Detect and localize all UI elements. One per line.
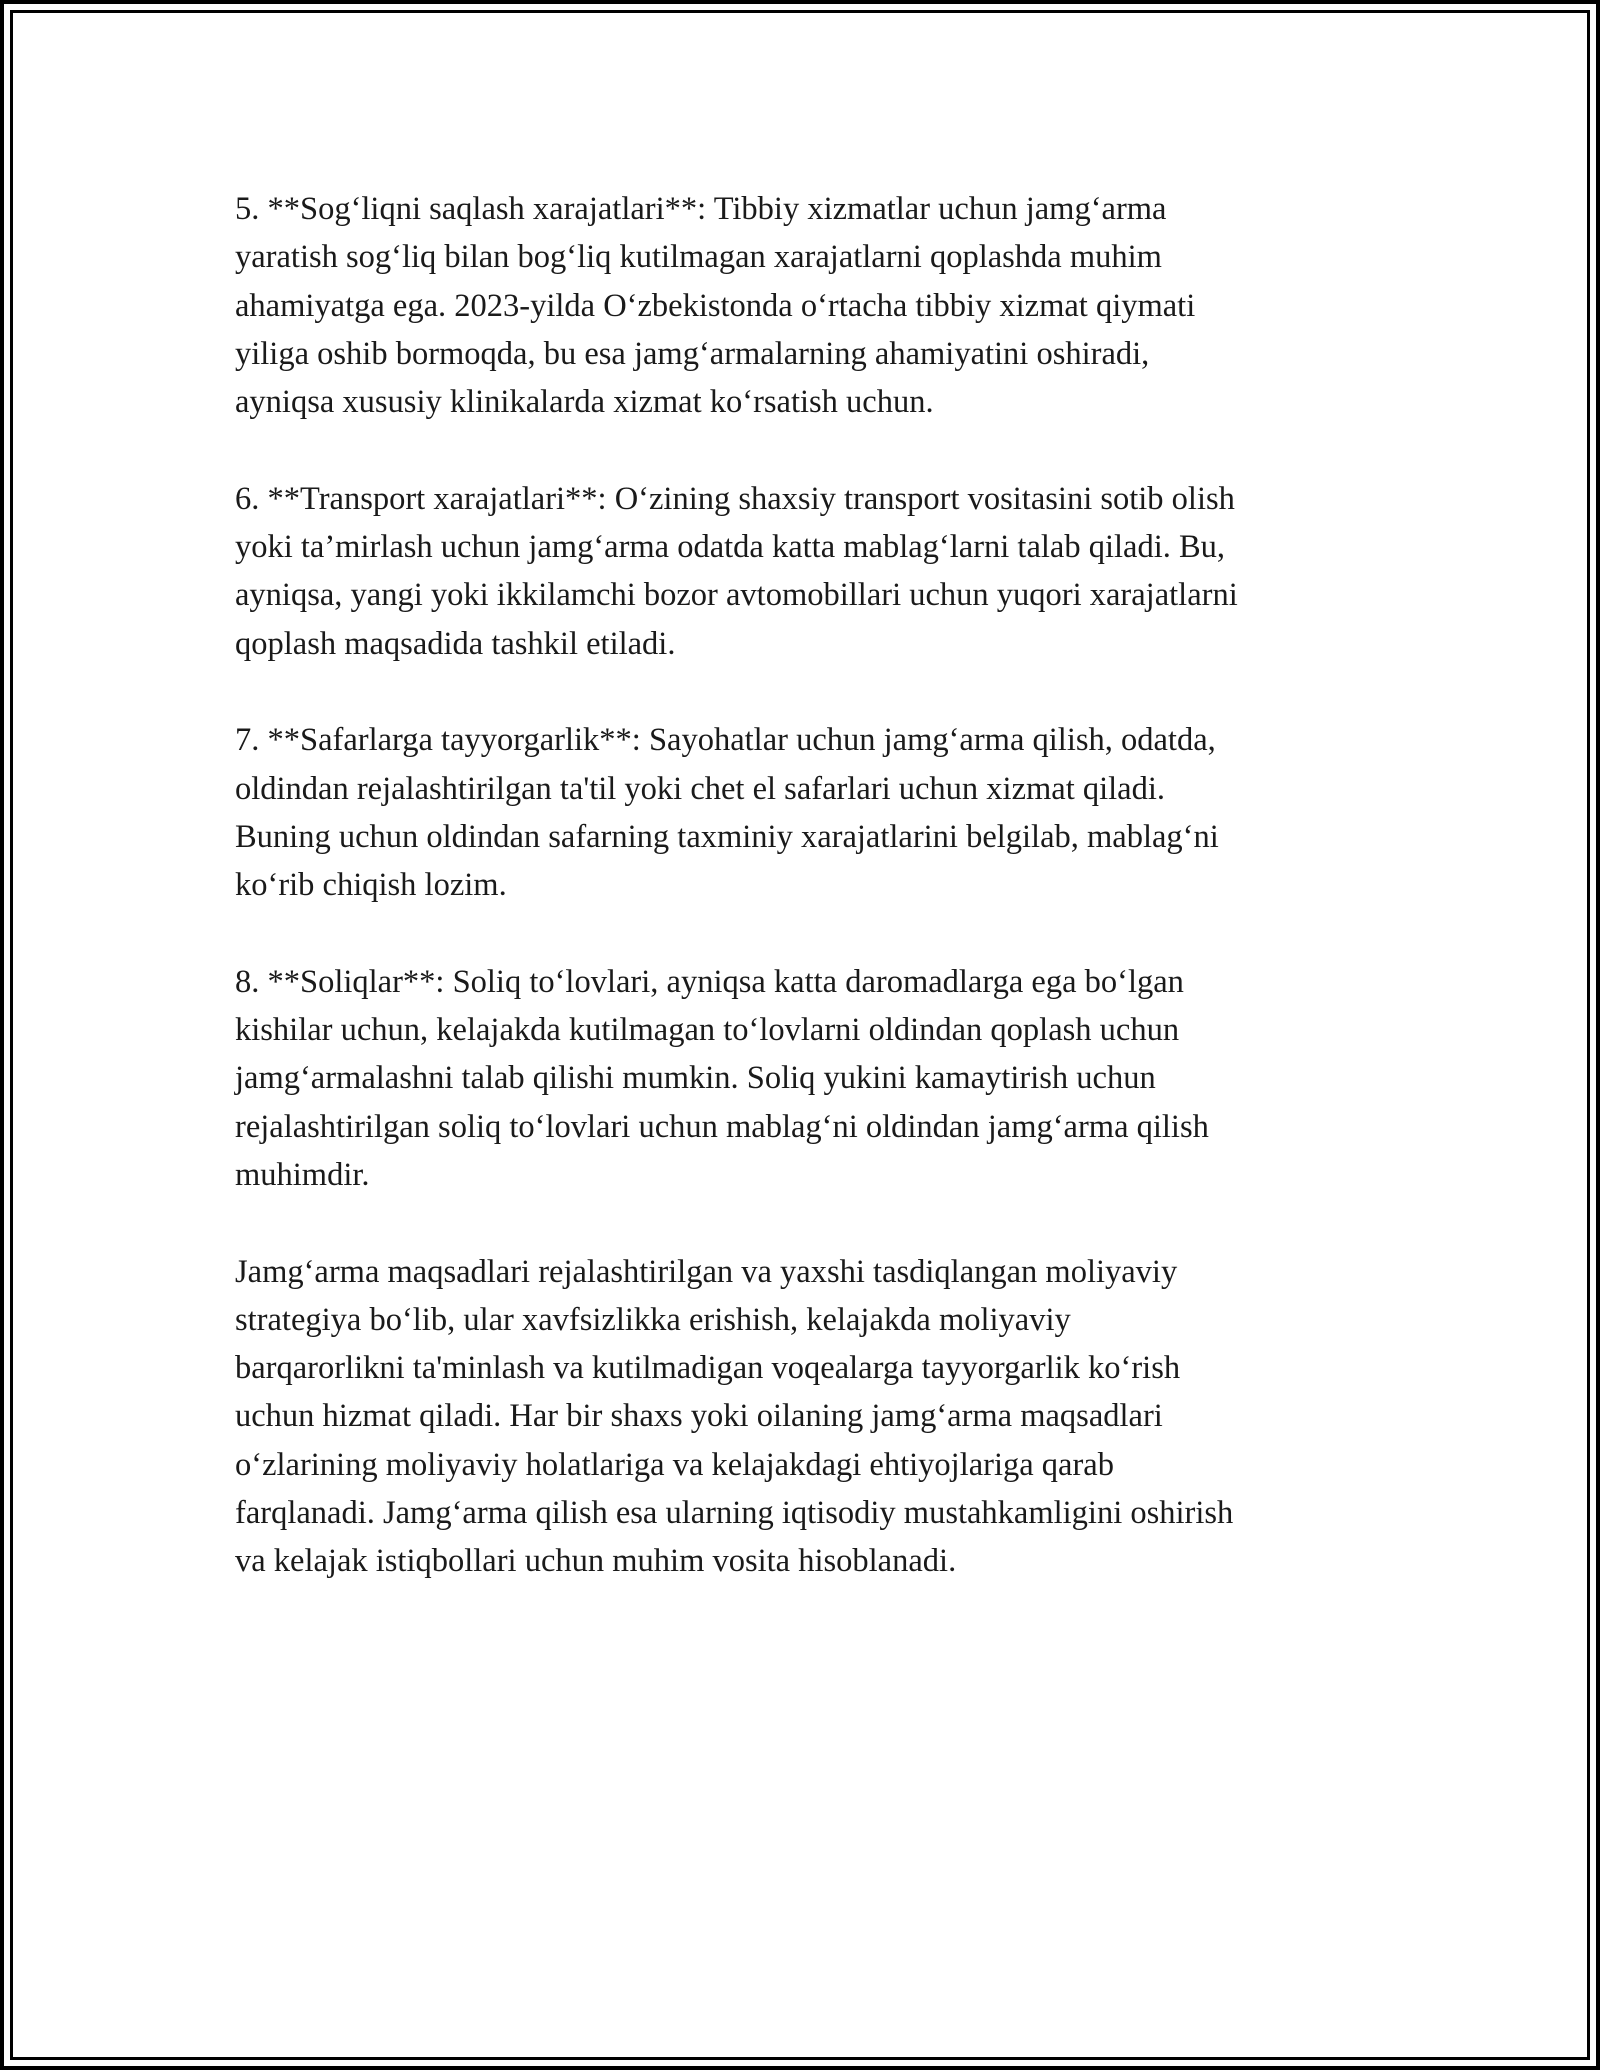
text-line: ko‘rib chiqish lozim.	[235, 867, 507, 904]
text-line: muhimdir.	[235, 1156, 370, 1193]
text-line: rejalashtirilgan soliq to‘lovlari uchun mablag‘ni oldindan jamg‘arma qilish	[235, 1108, 1209, 1145]
text-line: farqlanadi. Jamg‘arma qilish esa ularning iqtisodiy mustahkamligini oshirish	[235, 1495, 1234, 1532]
text-line: 8. **Soliqlar**: Soliq to‘lovlari, ayniqsa katta daromadlarga ega bo‘lgan	[235, 963, 1184, 1000]
paragraph-taxes	[235, 958, 1375, 1199]
text-line: kishilar uchun, kelajakda kutilmagan to‘lovlarni oldindan qoplash uchun	[235, 1012, 1180, 1049]
text-line: o‘zlarining moliyaviy holatlariga va kelajakdagi ehtiyojlariga qarab	[235, 1446, 1114, 1483]
text-line: barqarorlikni ta'minlash va kutilmadigan voqealarga tayyorgarlik ko‘rish	[235, 1350, 1181, 1387]
paragraph-conclusion	[235, 1248, 1375, 1586]
text-line: ayniqsa, yangi yoki ikkilamchi bozor avtomobillari uchun yuqori xarajatlarni	[235, 577, 1238, 614]
paragraph-travel-preparation	[235, 716, 1375, 909]
text-line: yaratish sog‘liq bilan bog‘liq kutilmagan xarajatlarni qoplashda muhim	[235, 239, 1162, 276]
paragraph-healthcare-costs	[235, 185, 1375, 426]
text-line: 7. **Safarlarga tayyorgarlik**: Sayohatlar uchun jamg‘arma qilish, odatda,	[235, 722, 1216, 759]
text-line: ahamiyatga ega. 2023-yilda O‘zbekistonda o‘rtacha tibbiy xizmat qiymati	[235, 287, 1196, 324]
text-line: strategiya bo‘lib, ular xavfsizlikka erishish, kelajakda moliyaviy	[235, 1301, 1071, 1338]
text-line: uchun hizmat qiladi. Har bir shaxs yoki oilaning jamg‘arma maqsadlari	[235, 1398, 1163, 1435]
paragraph-transport-costs	[235, 475, 1375, 668]
text-line: oldindan rejalashtirilgan ta'til yoki chet el safarlari uchun xizmat qiladi.	[235, 770, 1165, 807]
text-line: ayniqsa xususiy klinikalarda xizmat ko‘rsatish uchun.	[235, 384, 934, 421]
text-line: jamg‘armalashni talab qilishi mumkin. Soliq yukini kamaytirish uchun	[235, 1060, 1156, 1097]
text-line: 5. **Sog‘liqni saqlash xarajatlari**: Tibbiy xizmatlar uchun jamg‘arma	[235, 191, 1167, 227]
text-line: va kelajak istiqbollari uchun muhim vosita hisoblanadi.	[235, 1543, 957, 1580]
text-line: Jamg‘arma maqsadlari rejalashtirilgan va yaxshi tasdiqlangan moliyaviy	[235, 1253, 1178, 1290]
text-line: yiliga oshib bormoqda, bu esa jamg‘armalarning ahamiyatini oshiradi,	[235, 335, 1150, 372]
document-body	[235, 185, 1375, 1634]
text-line: Buning uchun oldindan safarning taxminiy xarajatlarini belgilab, mablag‘ni	[235, 818, 1219, 855]
text-line: 6. **Transport xarajatlari**: O‘zining shaxsiy transport vositasini sotib olish	[235, 480, 1235, 517]
text-line: yoki ta’mirlash uchun jamg‘arma odatda katta mablag‘larni talab qiladi. Bu,	[235, 529, 1226, 566]
text-line: qoplash maqsadida tashkil etiladi.	[235, 625, 676, 662]
